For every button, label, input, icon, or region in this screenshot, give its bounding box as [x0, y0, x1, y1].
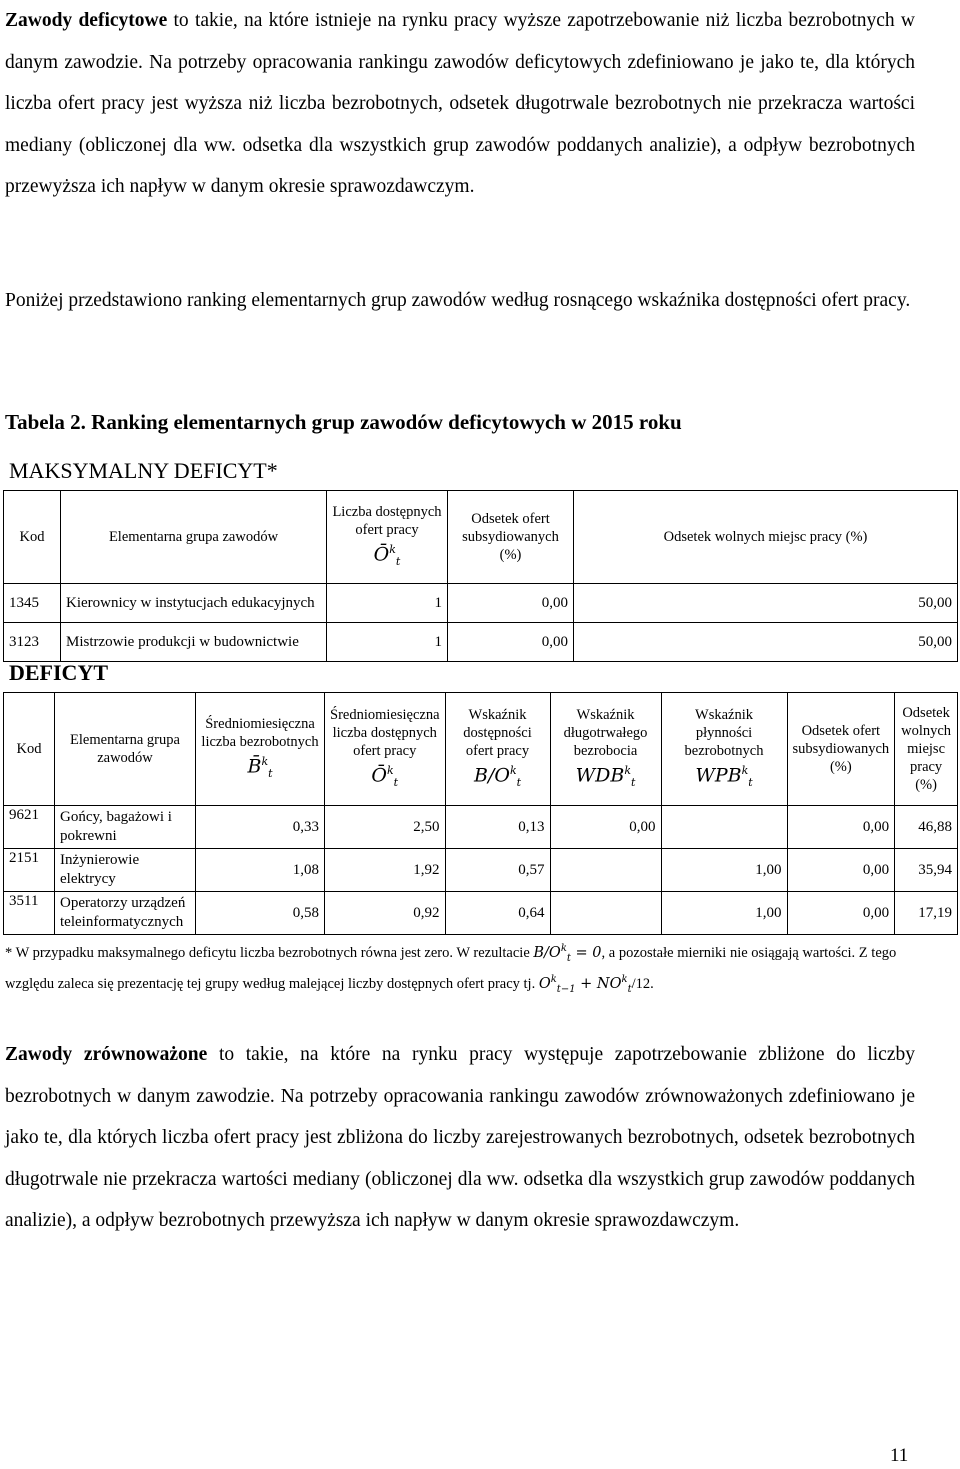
cell-wol: 50,00: [574, 584, 958, 623]
paragraph-text: to takie, na które na rynku pracy występuje zapotrzebowanie zbliżone do liczby bezrobotnych w danym zawodzie. Na potrzeby opracowania rankingu zawodów zrównoważonych zdefiniowano je jako te, dla których liczba ofert pracy jest zbliżona do liczby zarejestrowanych bezrobotnych, odsetek bezrobotnych długotrwale nie przekracza wartości mediany (obliczonej dla ww. odsetka dla wszystkich grup zawodów poddanych analizie), a odpływ bezrobotnych przewyższa ich napływ w danym okresie sprawozdawczym.: [5, 1044, 915, 1231]
symbol-B: B̄$^k_t$: [247, 754, 273, 781]
cell-wdost: 0,57: [445, 849, 550, 892]
cell-sub: 0,00: [787, 806, 895, 849]
formula-O-NO: $O^k_{t-1} + NO^k_t$: [538, 973, 632, 995]
cell-oferty: 0,92: [325, 892, 446, 935]
col-kod: Kod: [4, 693, 55, 806]
cell-sub: 0,00: [787, 892, 895, 935]
col-grupa: Elementarna grupa zawodów: [55, 693, 196, 806]
cell-kod: 3123: [4, 623, 61, 662]
table-row: [4, 892, 958, 935]
cell-wdlug: [550, 892, 661, 935]
cell-kod: 9621: [4, 806, 55, 849]
symbol-B-O: $B/O^k_t$: [473, 763, 522, 790]
col-wskaznik-plynnosci: Wskaźnik płynności bezrobotnych $WPB^k_t$: [661, 693, 787, 806]
cell-kod: 1345: [4, 584, 61, 623]
cell-bezrob: 0,58: [196, 892, 325, 935]
table-row: [4, 849, 958, 892]
table-row: [4, 806, 958, 849]
cell-wdost: 0,64: [445, 892, 550, 935]
cell-kod: 2151: [4, 849, 55, 892]
col-odsetek-wol: Odsetek wolnych miejsc pracy (%): [574, 491, 958, 584]
cell-kod: 3511: [4, 892, 55, 935]
cell-wol: 50,00: [574, 623, 958, 662]
cell-sub: 0,00: [448, 623, 574, 662]
table-row: [4, 623, 958, 662]
cell-bezrob: 0,33: [196, 806, 325, 849]
cell-wol: 17,19: [895, 892, 958, 935]
col-liczba: Liczba dostępnych ofert pracy $Ō^k_t$: [327, 491, 448, 584]
table-header-row: [4, 693, 958, 806]
cell-liczba: 1: [327, 623, 448, 662]
col-odsetek-sub: Odsetek ofert subsydiowanych (%): [787, 693, 895, 806]
cell-grupa: Kierownicy w instytucjach edukacyjnych: [61, 584, 327, 623]
formula-B-O-zero: $B/O^k_t = 0$: [533, 943, 602, 964]
deficit-title: DEFICYT: [9, 660, 109, 685]
cell-oferty: 2,50: [325, 806, 446, 849]
symbol-O: $Ō^k_t$: [373, 542, 401, 569]
col-oferty: Średniomiesięczna liczba dostępnych ofert pracy $Ō^k_t$: [325, 693, 446, 806]
table-caption: Tabela 2. Ranking elementarnych grup zawodów deficytowych w 2015 roku: [5, 410, 682, 434]
paragraph-deficit-definition: [5, 0, 915, 208]
table-row: [4, 584, 958, 623]
cell-wol: 35,94: [895, 849, 958, 892]
symbol-WPB: $WPB^k_t$: [695, 763, 753, 790]
cell-grupa: Mistrzowie produkcji w budownictwie: [61, 623, 327, 662]
term-deficit: Zawody deficytowe: [5, 10, 168, 31]
symbol-WDB: $WDB^k_t$: [575, 763, 636, 790]
cell-grupa: Inżynierowie elektrycy: [55, 849, 196, 892]
page-number: 11: [890, 1445, 909, 1466]
col-bezrob: Średniomiesięczna liczba bezrobotnych B̄$^k_t$: [196, 693, 325, 806]
cell-wdost: 0,13: [445, 806, 550, 849]
cell-wdlug: 0,00: [550, 806, 661, 849]
col-grupa: Elementarna grupa zawodów: [61, 491, 327, 584]
paragraph-text: to takie, na które istnieje na rynku pracy wyższe zapotrzebowanie niż liczba bezrobotnych w danym zawodzie. Na potrzeby opracowania rankingu zawodów deficytowych zdefiniowano je jako te, dla których liczba ofert pracy jest wyższa niż liczba bezrobotnych, odsetek długotrwale bezrobotnych nie przekracza wartości mediany (obliczonej dla ww. odsetka dla wszystkich grup zawodów poddanych analizie), a odpływ bezrobotnych przewyższa ich napływ w danym okresie sprawozdawczym.: [5, 10, 915, 197]
cell-oferty: 1,92: [325, 849, 446, 892]
cell-grupa: Gońcy, bagażowi i pokrewni: [55, 806, 196, 849]
max-deficit-title: MAKSYMALNY DEFICYT*: [9, 458, 278, 483]
deficit-table: [3, 692, 958, 935]
cell-grupa: Operatorzy urządzeń teleinformatycznych: [55, 892, 196, 935]
cell-wdlug: [550, 849, 661, 892]
cell-sub: 0,00: [448, 584, 574, 623]
table-header-row: [4, 491, 958, 584]
cell-liczba: 1: [327, 584, 448, 623]
paragraph-ranking-intro: Poniżej przedstawiono ranking elementarnych grup zawodów według rosnącego wskaźnika dostępności ofert pracy.: [5, 290, 911, 311]
term-balanced: Zawody zrównoważone: [5, 1044, 208, 1065]
paragraph-balanced-definition: [5, 1034, 915, 1242]
col-wskaznik-dostepnosci: Wskaźnik dostępności ofert pracy $B/O^k_t$: [445, 693, 550, 806]
col-kod: Kod: [4, 491, 61, 584]
cell-bezrob: 1,08: [196, 849, 325, 892]
col-odsetek-sub: Odsetek ofert subsydiowanych (%): [448, 491, 574, 584]
symbol-O: $Ō^k_t$: [371, 763, 399, 790]
col-wskaznik-dlugotrwalego: Wskaźnik długotrwałego bezrobocia $WDB^k_t$: [550, 693, 661, 806]
cell-wplyn: [661, 806, 787, 849]
cell-wplyn: 1,00: [661, 849, 787, 892]
table-footnote: * W przypadku maksymalnego deficytu liczba bezrobotnych równa jest zero. W rezultacie $B/O^k_t = 0$, a pozostałe mierniki nie osiągają wartości. Z tego względu zaleca się prezentację tej grupy według malejącej liczby dostępnych ofert pracy tj. $O^k_{t-1} + NO^k_t/12$.: [5, 943, 897, 995]
cell-wplyn: 1,00: [661, 892, 787, 935]
cell-wol: 46,88: [895, 806, 958, 849]
col-odsetek-wol: Odsetek wolnych miejsc pracy (%): [895, 693, 958, 806]
max-deficit-table: [3, 490, 958, 662]
cell-sub: 0,00: [787, 849, 895, 892]
